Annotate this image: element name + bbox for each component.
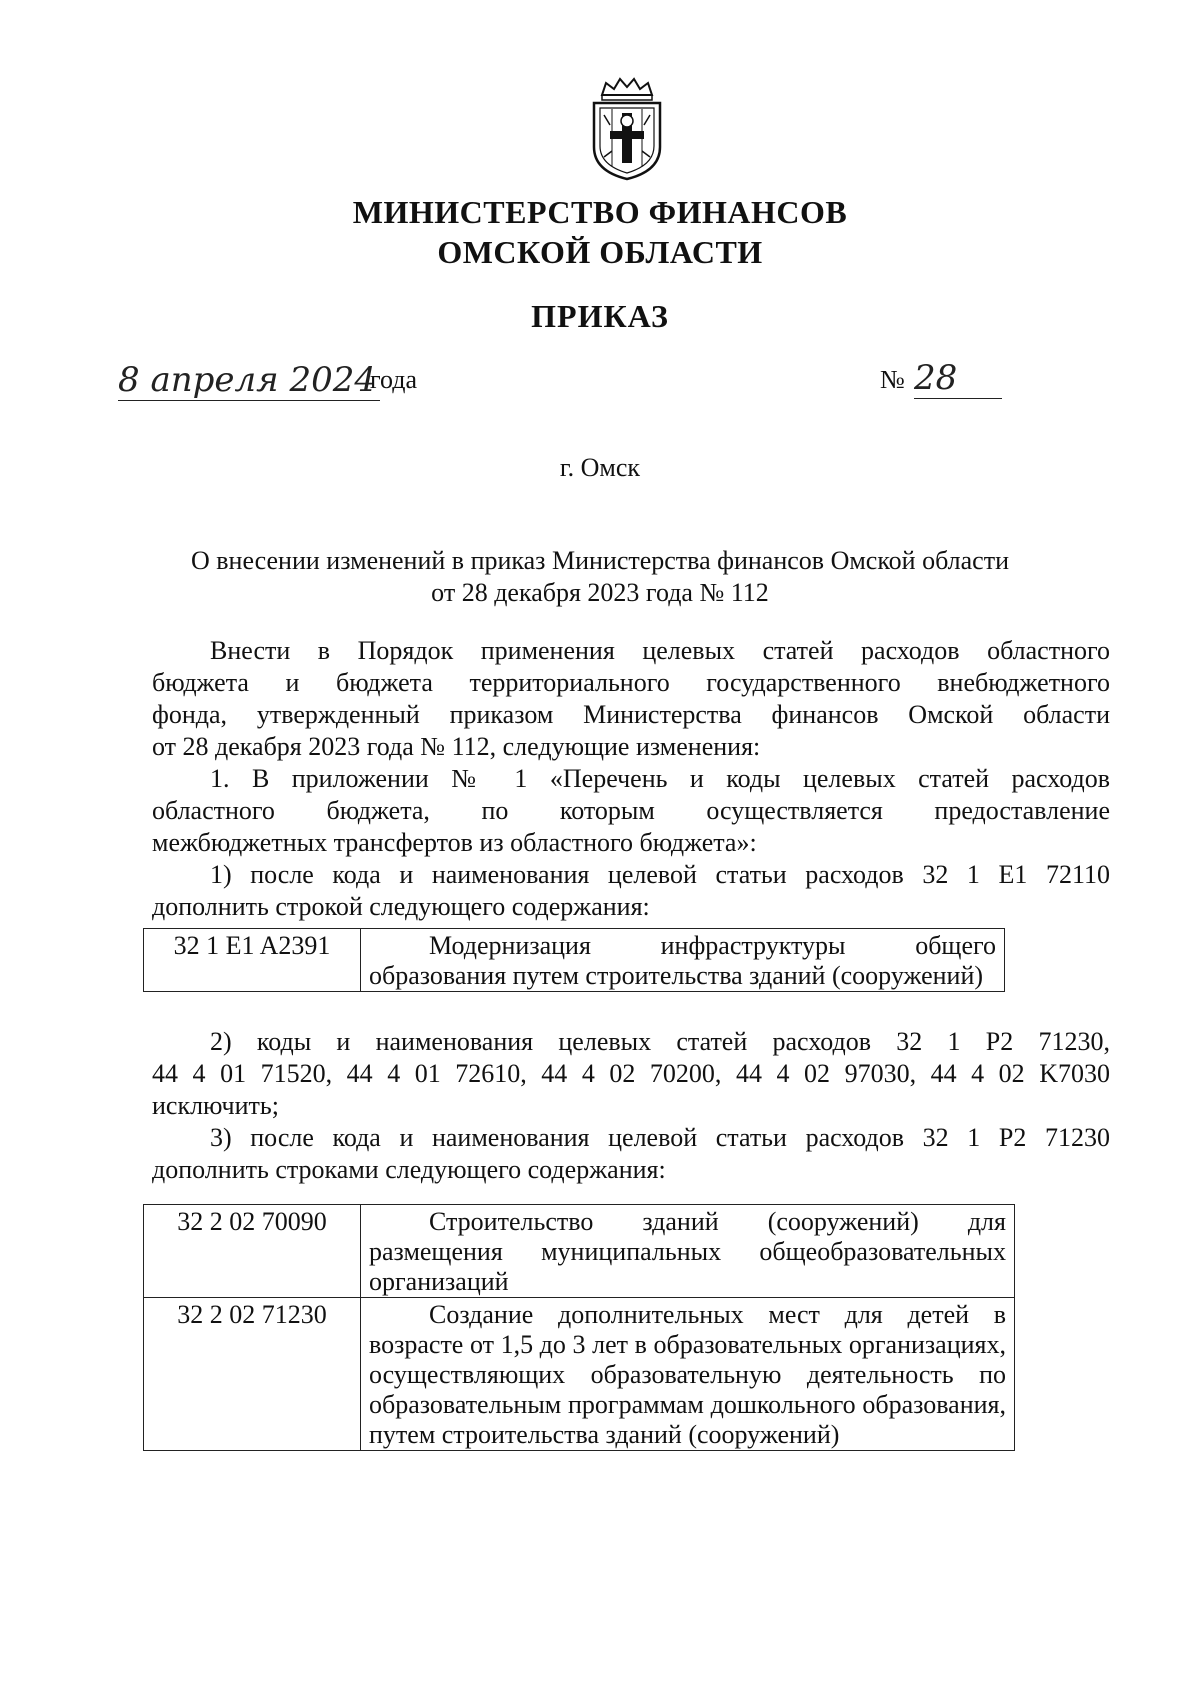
table-name-cell: Строительство зданий (сооружений) для размещения муниципальных общеобразовательных организаций [361,1205,1015,1298]
table-row [144,1205,1015,1298]
sub3-line: дополнить строками следующего содержания: [152,1155,666,1184]
sub1-line: дополнить строкой следующего содержания: [152,892,650,921]
sub-items-paragraph [152,1026,1110,1186]
subject-line-1: О внесении изменений в приказ Министерства финансов Омской области [191,546,1009,575]
sub1-line: 1) после кода и наименования целевой статьи расходов 32 1 E1 72110 [210,860,1110,889]
intro-line: от 28 декабря 2023 года № 112, следующие изменения: [152,732,761,761]
table-row [144,929,1005,992]
sub2-line: 44 4 01 71520, 44 4 01 72610, 44 4 02 70200, 44 4 02 97030, 44 4 02 K7030 [152,1059,1110,1088]
intro-line: Внести в Порядок применения целевых статей расходов областного [210,636,1110,665]
item1-line: 1. В приложении № 1 «Перечень и коды целевых статей расходов [210,764,1110,793]
table-code-cell: 32 2 02 70090 [144,1205,361,1298]
date-line [118,360,438,400]
coat-of-arms-icon [584,75,670,181]
sub3-line: 3) после кода и наименования целевой статьи расходов 32 1 P2 71230 [210,1123,1110,1152]
table-code-cell: 32 2 02 71230 [144,1298,361,1451]
order-number [880,360,1020,400]
subject [0,545,1200,609]
number-prefix: № [880,365,905,394]
table-name-cell: Модернизация инфраструктуры общего образования путем строительства зданий (сооружений) [361,929,1005,992]
table-code-cell: 32 1 E1 A2391 [144,929,361,992]
intro-line: бюджета и бюджета территориального государственного внебюджетного [152,668,1110,697]
ministry-line-2: ОМСКОЙ ОБЛАСТИ [437,234,763,270]
city: г. Омск [559,453,641,482]
handwritten-date: 8 апреля 2024 [118,360,380,401]
date-suffix: года [370,365,418,394]
sub2-line: исключить; [152,1091,279,1120]
subject-line-2: от 28 декабря 2023 года № 112 [431,578,769,607]
ministry-line-1: МИНИСТЕРСТВО ФИНАНСОВ [352,194,848,230]
handwritten-number: 28 [914,358,1002,399]
item1-line: межбюджетных трансфертов из областного бюджета»: [152,828,757,857]
doc-type-title: ПРИКАЗ [531,298,669,334]
table-row [144,1298,1015,1451]
table-1 [143,928,1005,992]
intro-paragraph [152,635,1110,923]
intro-line: фонда, утвержденный приказом Министерства финансов Омской области [152,700,1110,729]
table-2 [143,1204,1015,1451]
table-name-cell: Создание дополнительных мест для детей в возрасте от 1,5 до 3 лет в образовательных организациях, осуществляющих образовательную деятельность по образовательным программам дошкольного образования, путем строительства зданий (сооружений) [361,1298,1015,1451]
ministry-name [0,192,1200,272]
sub2-line: 2) коды и наименования целевых статей расходов 32 1 P2 71230, [210,1027,1110,1056]
item1-line: областного бюджета, по которым осуществляется предоставление [152,796,1110,825]
